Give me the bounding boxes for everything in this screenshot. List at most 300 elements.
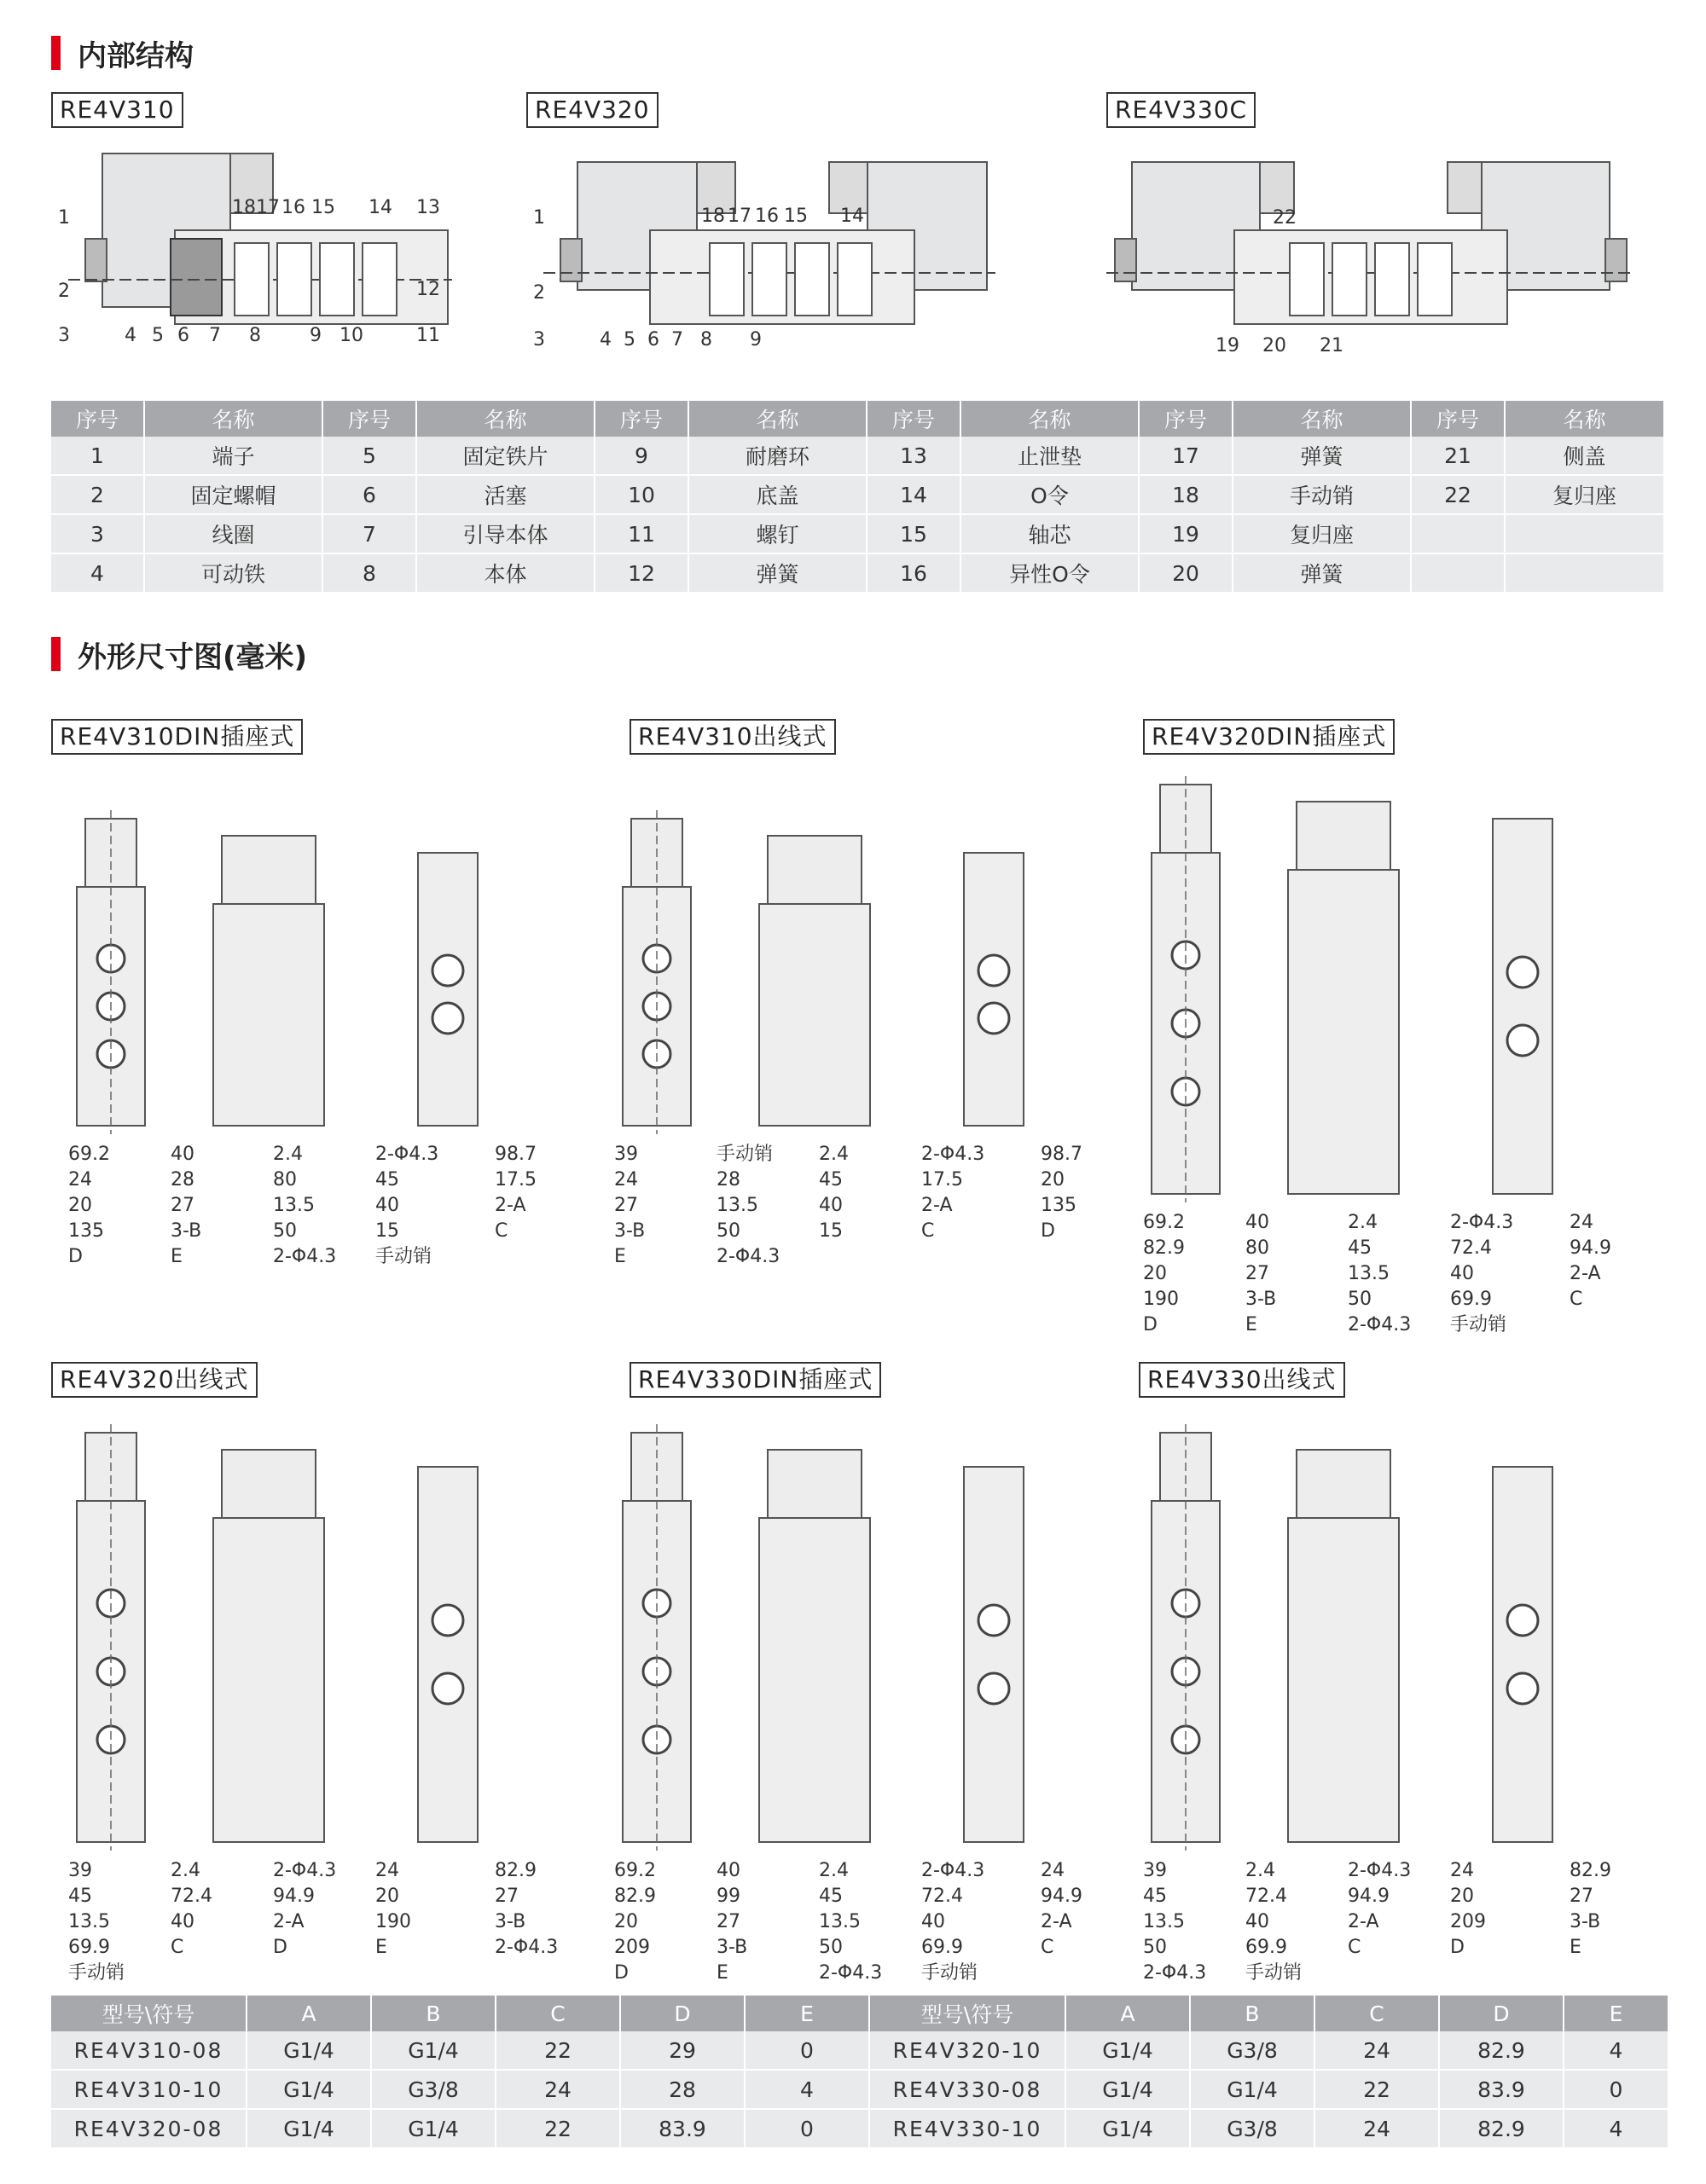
dimension-label: 13.5	[717, 1195, 758, 1216]
part-name: 本体	[416, 553, 595, 593]
dimension-label: 40	[717, 1860, 740, 1881]
dimension-label: 13.5	[1143, 1911, 1185, 1932]
table-row	[51, 553, 1663, 593]
dimension-label: 13.5	[1348, 1263, 1390, 1284]
dimension-label: 69.9	[68, 1937, 110, 1958]
dimension-label: 17.5	[921, 1169, 963, 1190]
spec-table-header	[51, 1996, 1668, 2031]
dimension-label: D	[614, 1962, 629, 1984]
dimension-label: 190	[1143, 1289, 1179, 1310]
dimension-label: 80	[1245, 1237, 1269, 1259]
dimension-label: 24	[68, 1169, 92, 1190]
dimension-label: 3-B	[1570, 1911, 1601, 1932]
dimension-group-label: RE4V330出线式	[1139, 1362, 1345, 1398]
part-no: 9	[595, 437, 688, 475]
dimension-label: 2.4	[273, 1144, 303, 1165]
cross-section-v320	[526, 145, 1004, 358]
dimension-label: 72.4	[171, 1886, 212, 1907]
spec-c: 24	[1314, 2031, 1439, 2070]
dimension-label: C	[495, 1220, 508, 1242]
dimension-label: 40	[1245, 1911, 1269, 1932]
dimension-label: 2-Φ4.3	[495, 1937, 559, 1958]
model-label-v320: RE4V320	[526, 92, 659, 128]
callout-7: 7	[209, 325, 221, 346]
dimension-label: 72.4	[1450, 1237, 1492, 1259]
dimension-label: 135	[68, 1220, 104, 1242]
callout-9: 9	[750, 329, 762, 350]
spec-c: 22	[496, 2031, 620, 2070]
dimension-label: 69.9	[921, 1937, 963, 1958]
dimension-label: 27	[495, 1886, 519, 1907]
dimension-label: 45	[819, 1169, 843, 1190]
dimension-label: 27	[717, 1911, 740, 1932]
part-name: 固定螺帽	[144, 475, 322, 514]
callout-12: 12	[416, 279, 440, 300]
part-no: 8	[322, 553, 416, 593]
spec-e: 0	[1564, 2070, 1668, 2109]
dimension-label: 98.7	[495, 1144, 537, 1165]
dimension-label: 39	[68, 1860, 92, 1881]
parts-table-header	[51, 401, 1663, 437]
dimension-group-label: RE4V310DIN插座式	[51, 719, 303, 755]
dimension-label: 2-A	[273, 1911, 305, 1932]
dimension-group-label: RE4V320出线式	[51, 1362, 258, 1398]
dimension-label: 2.4	[1348, 1212, 1378, 1233]
valve-body-end	[964, 853, 1024, 1126]
dimension-label: 2-Φ4.3	[375, 1144, 439, 1165]
dimension-label: 手动销	[375, 1246, 432, 1267]
dimension-label: 24	[614, 1169, 638, 1190]
dimension-label: 13.5	[68, 1911, 110, 1932]
part-no: 15	[867, 514, 960, 553]
dimension-label: 2-Φ4.3	[921, 1860, 985, 1881]
dimension-label: 40	[375, 1195, 399, 1216]
dimension-label: 2-A	[921, 1195, 953, 1216]
spec-d: 82.9	[1439, 2031, 1564, 2070]
dimension-label: 3-B	[171, 1220, 202, 1242]
spec-c: 22	[496, 2109, 620, 2148]
part-name: 活塞	[416, 475, 595, 514]
dimension-label: D	[1143, 1314, 1158, 1335]
header-no: 序号	[322, 401, 416, 437]
accent-bar	[51, 36, 61, 70]
dimension-label: 45	[1348, 1237, 1372, 1259]
callout-1: 1	[533, 207, 545, 229]
dimension-label: 2-Φ4.3	[1348, 1860, 1412, 1881]
port-circle	[978, 1003, 1009, 1034]
header-e: E	[745, 1996, 869, 2031]
spec-table	[51, 1996, 1668, 2149]
dimension-label: 69.9	[1450, 1289, 1492, 1310]
port-circle	[432, 1003, 463, 1034]
dimension-label: 20	[68, 1195, 92, 1216]
dimension-label: 82.9	[614, 1886, 656, 1907]
spec-a: G1/4	[247, 2031, 371, 2070]
dimension-label: 3-B	[495, 1911, 526, 1932]
port-circle	[1507, 1025, 1538, 1056]
dimension-label: D	[1450, 1937, 1465, 1958]
dimension-label: 98.7	[1041, 1144, 1082, 1165]
spec-model: RE4V310-10	[51, 2070, 247, 2109]
dimension-label: 20	[614, 1911, 638, 1932]
dimension-label: 24	[1450, 1860, 1474, 1881]
part-name: 耐磨环	[688, 437, 867, 475]
part-no	[1411, 514, 1505, 553]
spec-b: G3/8	[371, 2070, 496, 2109]
header-name: 名称	[688, 401, 867, 437]
part-name: 弹簧	[688, 553, 867, 593]
spec-d: 83.9	[1439, 2070, 1564, 2109]
dimension-label: 手动销	[68, 1962, 125, 1984]
dimension-label: 45	[68, 1886, 92, 1907]
part-no: 21	[1411, 437, 1505, 475]
dimension-label: 13.5	[819, 1911, 861, 1932]
callout-21: 21	[1320, 335, 1343, 356]
dimension-label: 24	[375, 1860, 399, 1881]
dimension-label: 72.4	[1245, 1886, 1287, 1907]
table-row	[51, 514, 1663, 553]
dimension-label: 69.2	[614, 1860, 656, 1881]
part-name: 复归座	[1233, 514, 1411, 553]
callout-18: 18	[232, 197, 256, 218]
dimension-group-label: RE4V310出线式	[630, 719, 836, 755]
coil-side	[222, 1450, 316, 1518]
valve-body-side	[213, 1518, 324, 1842]
dimension-drawing	[1126, 1416, 1655, 1984]
section-title-text: 内部结构	[78, 38, 194, 73]
coil-side	[768, 836, 862, 904]
callout-3: 3	[533, 329, 545, 350]
part-no: 18	[1139, 475, 1233, 514]
callout-3: 3	[58, 325, 70, 346]
dimension-label: 50	[1143, 1937, 1167, 1958]
valve-body-side	[759, 1518, 870, 1842]
header-name: 名称	[1505, 401, 1663, 437]
port-circle	[1507, 1605, 1538, 1636]
dimension-label: 99	[717, 1886, 740, 1907]
cross-section-v330c	[1106, 145, 1635, 358]
dimension-label: 82.9	[1570, 1860, 1611, 1881]
parts-table	[51, 401, 1663, 594]
dimension-label: 20	[1450, 1886, 1474, 1907]
dimension-label: 82.9	[495, 1860, 537, 1881]
dimension-label: C	[1041, 1937, 1054, 1958]
dimension-label: 24	[1570, 1212, 1593, 1233]
part-name: 引导本体	[416, 514, 595, 553]
dimension-label: 15	[375, 1220, 399, 1242]
spec-e: 4	[1564, 2109, 1668, 2148]
coil-side	[768, 1450, 862, 1518]
dimension-label: 50	[273, 1220, 297, 1242]
dimension-label: 2-Φ4.3	[921, 1144, 985, 1165]
callout-2: 2	[58, 281, 70, 302]
dimension-label: 40	[1450, 1263, 1474, 1284]
dimension-label: 手动销	[1450, 1314, 1507, 1335]
callout-6: 6	[177, 325, 189, 346]
coil-side	[1297, 1450, 1390, 1518]
valve-body-end	[418, 853, 478, 1126]
callout-7: 7	[671, 329, 683, 350]
callout-13: 13	[416, 197, 440, 218]
callout-4: 4	[600, 329, 612, 350]
section-title-text: 外形尺寸图(毫米)	[78, 640, 308, 675]
dimension-drawing	[51, 1416, 580, 1984]
part-name: 可动铁	[144, 553, 322, 593]
part-name: 端子	[144, 437, 322, 475]
valve-body-end	[964, 1467, 1024, 1842]
callout-18: 18	[701, 206, 725, 227]
dimension-label: D	[273, 1937, 287, 1958]
header-no: 序号	[1411, 401, 1505, 437]
part-name: 复归座	[1505, 475, 1663, 514]
header-b: B	[1190, 1996, 1314, 2031]
dimension-label: C	[921, 1220, 935, 1242]
part-name: 轴芯	[960, 514, 1139, 553]
header-name: 名称	[416, 401, 595, 437]
dimension-label: 13.5	[273, 1195, 315, 1216]
part-name: 底盖	[688, 475, 867, 514]
part-no: 4	[51, 553, 144, 593]
valve-body-side	[759, 904, 870, 1126]
dimension-label: 3-B	[717, 1937, 748, 1958]
dimension-label: 20	[1143, 1263, 1167, 1284]
dimension-label: 28	[717, 1169, 740, 1190]
callout-15: 15	[311, 197, 335, 218]
dimension-label: 2.4	[1245, 1860, 1275, 1881]
dimension-label: E	[614, 1246, 626, 1267]
spec-model: RE4V330-10	[869, 2109, 1065, 2148]
header-no: 序号	[51, 401, 144, 437]
dimension-label: E	[717, 1962, 728, 1984]
dimension-label: E	[1245, 1314, 1257, 1335]
callout-5: 5	[624, 329, 635, 350]
dimension-label: C	[1570, 1289, 1583, 1310]
dimension-label: 39	[614, 1144, 638, 1165]
port-circle	[978, 955, 1009, 986]
part-name: 止泄垫	[960, 437, 1139, 475]
model-label-v330c: RE4V330C	[1106, 92, 1256, 128]
header-a: A	[247, 1996, 371, 2031]
callout-15: 15	[784, 206, 808, 227]
dimension-label: 69.9	[1245, 1937, 1287, 1958]
spec-d: 29	[620, 2031, 745, 2070]
callout-5: 5	[152, 325, 164, 346]
part-name	[1505, 514, 1663, 553]
dimension-label: 69.2	[68, 1144, 110, 1165]
dimension-label: 17.5	[495, 1169, 537, 1190]
callout-17: 17	[728, 206, 751, 227]
dimension-label: 2-A	[1041, 1911, 1072, 1932]
dimension-label: 40	[171, 1144, 194, 1165]
part-no: 1	[51, 437, 144, 475]
valve-body-side	[213, 904, 324, 1126]
port-circle	[978, 1605, 1009, 1636]
port-circle	[432, 1673, 463, 1704]
part-name: 手动销	[1233, 475, 1411, 514]
header-e: E	[1564, 1996, 1668, 2031]
header-d: D	[1439, 1996, 1564, 2031]
callout-16: 16	[755, 206, 779, 227]
header-name: 名称	[144, 401, 322, 437]
header-no: 序号	[1139, 401, 1233, 437]
dimension-label: 94.9	[1348, 1886, 1390, 1907]
part-name: 异性O令	[960, 553, 1139, 593]
part-name: O令	[960, 475, 1139, 514]
dimension-label: 69.2	[1143, 1212, 1185, 1233]
dimension-label: 80	[273, 1169, 297, 1190]
dimension-group-label: RE4V320DIN插座式	[1143, 719, 1395, 755]
dimension-label: 40	[921, 1911, 945, 1932]
table-row	[51, 2070, 1668, 2109]
dimension-label: 2-A	[1348, 1911, 1379, 1932]
dimension-label: 手动销	[921, 1962, 978, 1984]
part-no: 14	[867, 475, 960, 514]
dimension-label: E	[171, 1246, 183, 1267]
dimension-label: 50	[717, 1220, 740, 1242]
dimension-label: 2-A	[1570, 1263, 1601, 1284]
dimension-label: 2.4	[819, 1144, 849, 1165]
header-name: 名称	[960, 401, 1139, 437]
dimension-label: 82.9	[1143, 1237, 1185, 1259]
header-name: 名称	[1233, 401, 1411, 437]
dimension-drawing	[1126, 768, 1655, 1335]
spec-a: G1/4	[1065, 2031, 1190, 2070]
dimension-label: 27	[614, 1195, 638, 1216]
dimension-label: 50	[819, 1937, 843, 1958]
spec-d: 28	[620, 2070, 745, 2109]
dimension-label: D	[68, 1246, 83, 1267]
spec-b: G3/8	[1190, 2109, 1314, 2148]
part-name: 侧盖	[1505, 437, 1663, 475]
dimension-label: 45	[1143, 1886, 1167, 1907]
dimension-group-label: RE4V330DIN插座式	[630, 1362, 881, 1398]
dimension-label: 2-Φ4.3	[1143, 1962, 1207, 1984]
dimension-label: 24	[1041, 1860, 1065, 1881]
dimension-label: 手动销	[1245, 1962, 1303, 1984]
part-no: 10	[595, 475, 688, 514]
callout-20: 20	[1262, 335, 1286, 356]
header-c: C	[1314, 1996, 1439, 2031]
model-label-v310: RE4V310	[51, 92, 183, 128]
spec-model: RE4V320-08	[51, 2109, 247, 2148]
valve-body-end	[1493, 819, 1552, 1194]
callout-1: 1	[58, 207, 70, 229]
dimension-label: 2.4	[171, 1860, 200, 1881]
spec-model: RE4V320-10	[869, 2031, 1065, 2070]
dimension-label: 2-Φ4.3	[717, 1246, 780, 1267]
spec-c: 22	[1314, 2070, 1439, 2109]
dimension-label: 94.9	[1570, 1237, 1611, 1259]
header-no: 序号	[595, 401, 688, 437]
part-no: 2	[51, 475, 144, 514]
header-c: C	[496, 1996, 620, 2031]
dimension-label: 94.9	[1041, 1886, 1082, 1907]
header-model: 型号\符号	[869, 1996, 1065, 2031]
callout-4: 4	[125, 325, 136, 346]
callout-17: 17	[256, 197, 280, 218]
part-no: 19	[1139, 514, 1233, 553]
spec-a: G1/4	[247, 2070, 371, 2109]
callout-19: 19	[1216, 335, 1239, 356]
dimension-label: 2-Φ4.3	[273, 1246, 337, 1267]
part-no	[1411, 553, 1505, 593]
dimension-label: 72.4	[921, 1886, 963, 1907]
valve-body-side	[1288, 870, 1399, 1194]
part-no: 12	[595, 553, 688, 593]
callout-6: 6	[647, 329, 659, 350]
spec-b: G1/4	[1190, 2070, 1314, 2109]
dimension-label: 40	[1245, 1212, 1269, 1233]
spec-d: 82.9	[1439, 2109, 1564, 2148]
port-circle	[432, 955, 463, 986]
part-name: 螺钉	[688, 514, 867, 553]
dimension-label: C	[1348, 1937, 1361, 1958]
header-no: 序号	[867, 401, 960, 437]
spec-e: 4	[1564, 2031, 1668, 2070]
table-row	[51, 437, 1663, 475]
valve-body-end	[418, 1467, 478, 1842]
port-circle	[978, 1673, 1009, 1704]
part-no: 17	[1139, 437, 1233, 475]
callout-14: 14	[368, 197, 392, 218]
part-no: 13	[867, 437, 960, 475]
callout-8: 8	[249, 325, 261, 346]
dimension-label: 190	[375, 1911, 411, 1932]
dimension-label: 94.9	[273, 1886, 315, 1907]
part-no: 22	[1411, 475, 1505, 514]
header-d: D	[620, 1996, 745, 2031]
spec-a: G1/4	[1065, 2070, 1190, 2109]
dimension-label: 27	[1245, 1263, 1269, 1284]
dimension-label: C	[171, 1937, 184, 1958]
spec-model: RE4V310-08	[51, 2031, 247, 2070]
dimension-label: 2-Φ4.3	[1348, 1314, 1412, 1335]
dimension-label: 39	[1143, 1860, 1167, 1881]
spec-e: 4	[745, 2070, 869, 2109]
dimension-label: 2-Φ4.3	[819, 1962, 883, 1984]
callout-11: 11	[416, 325, 440, 346]
spec-b: G1/4	[371, 2031, 496, 2070]
section-title-internal	[51, 34, 194, 72]
dimension-label: 28	[171, 1169, 194, 1190]
table-row	[51, 2109, 1668, 2148]
dimension-label: 3-B	[1245, 1289, 1277, 1310]
dimension-label: 20	[1041, 1169, 1065, 1190]
dimension-label: E	[1570, 1937, 1581, 1958]
header-model: 型号\符号	[51, 1996, 247, 2031]
dimension-label: 2-A	[495, 1195, 526, 1216]
table-row	[51, 475, 1663, 514]
dimension-label: 2.4	[819, 1860, 849, 1881]
part-name	[1505, 553, 1663, 593]
section-title-dimensions	[51, 635, 307, 673]
callout-10: 10	[339, 325, 363, 346]
dimension-label: 45	[819, 1886, 843, 1907]
dimension-label: 50	[1348, 1289, 1372, 1310]
part-no: 16	[867, 553, 960, 593]
spec-d: 83.9	[620, 2109, 745, 2148]
port-circle	[1507, 1673, 1538, 1704]
spec-c: 24	[1314, 2109, 1439, 2148]
dimension-drawing	[51, 768, 580, 1296]
part-name: 线圈	[144, 514, 322, 553]
dimension-label: 2-Φ4.3	[1450, 1212, 1514, 1233]
part-no: 11	[595, 514, 688, 553]
dimension-label: 209	[1450, 1911, 1486, 1932]
spec-a: G1/4	[247, 2109, 371, 2148]
dimension-drawing	[597, 768, 1126, 1296]
dimension-label: 2-Φ4.3	[273, 1860, 337, 1881]
